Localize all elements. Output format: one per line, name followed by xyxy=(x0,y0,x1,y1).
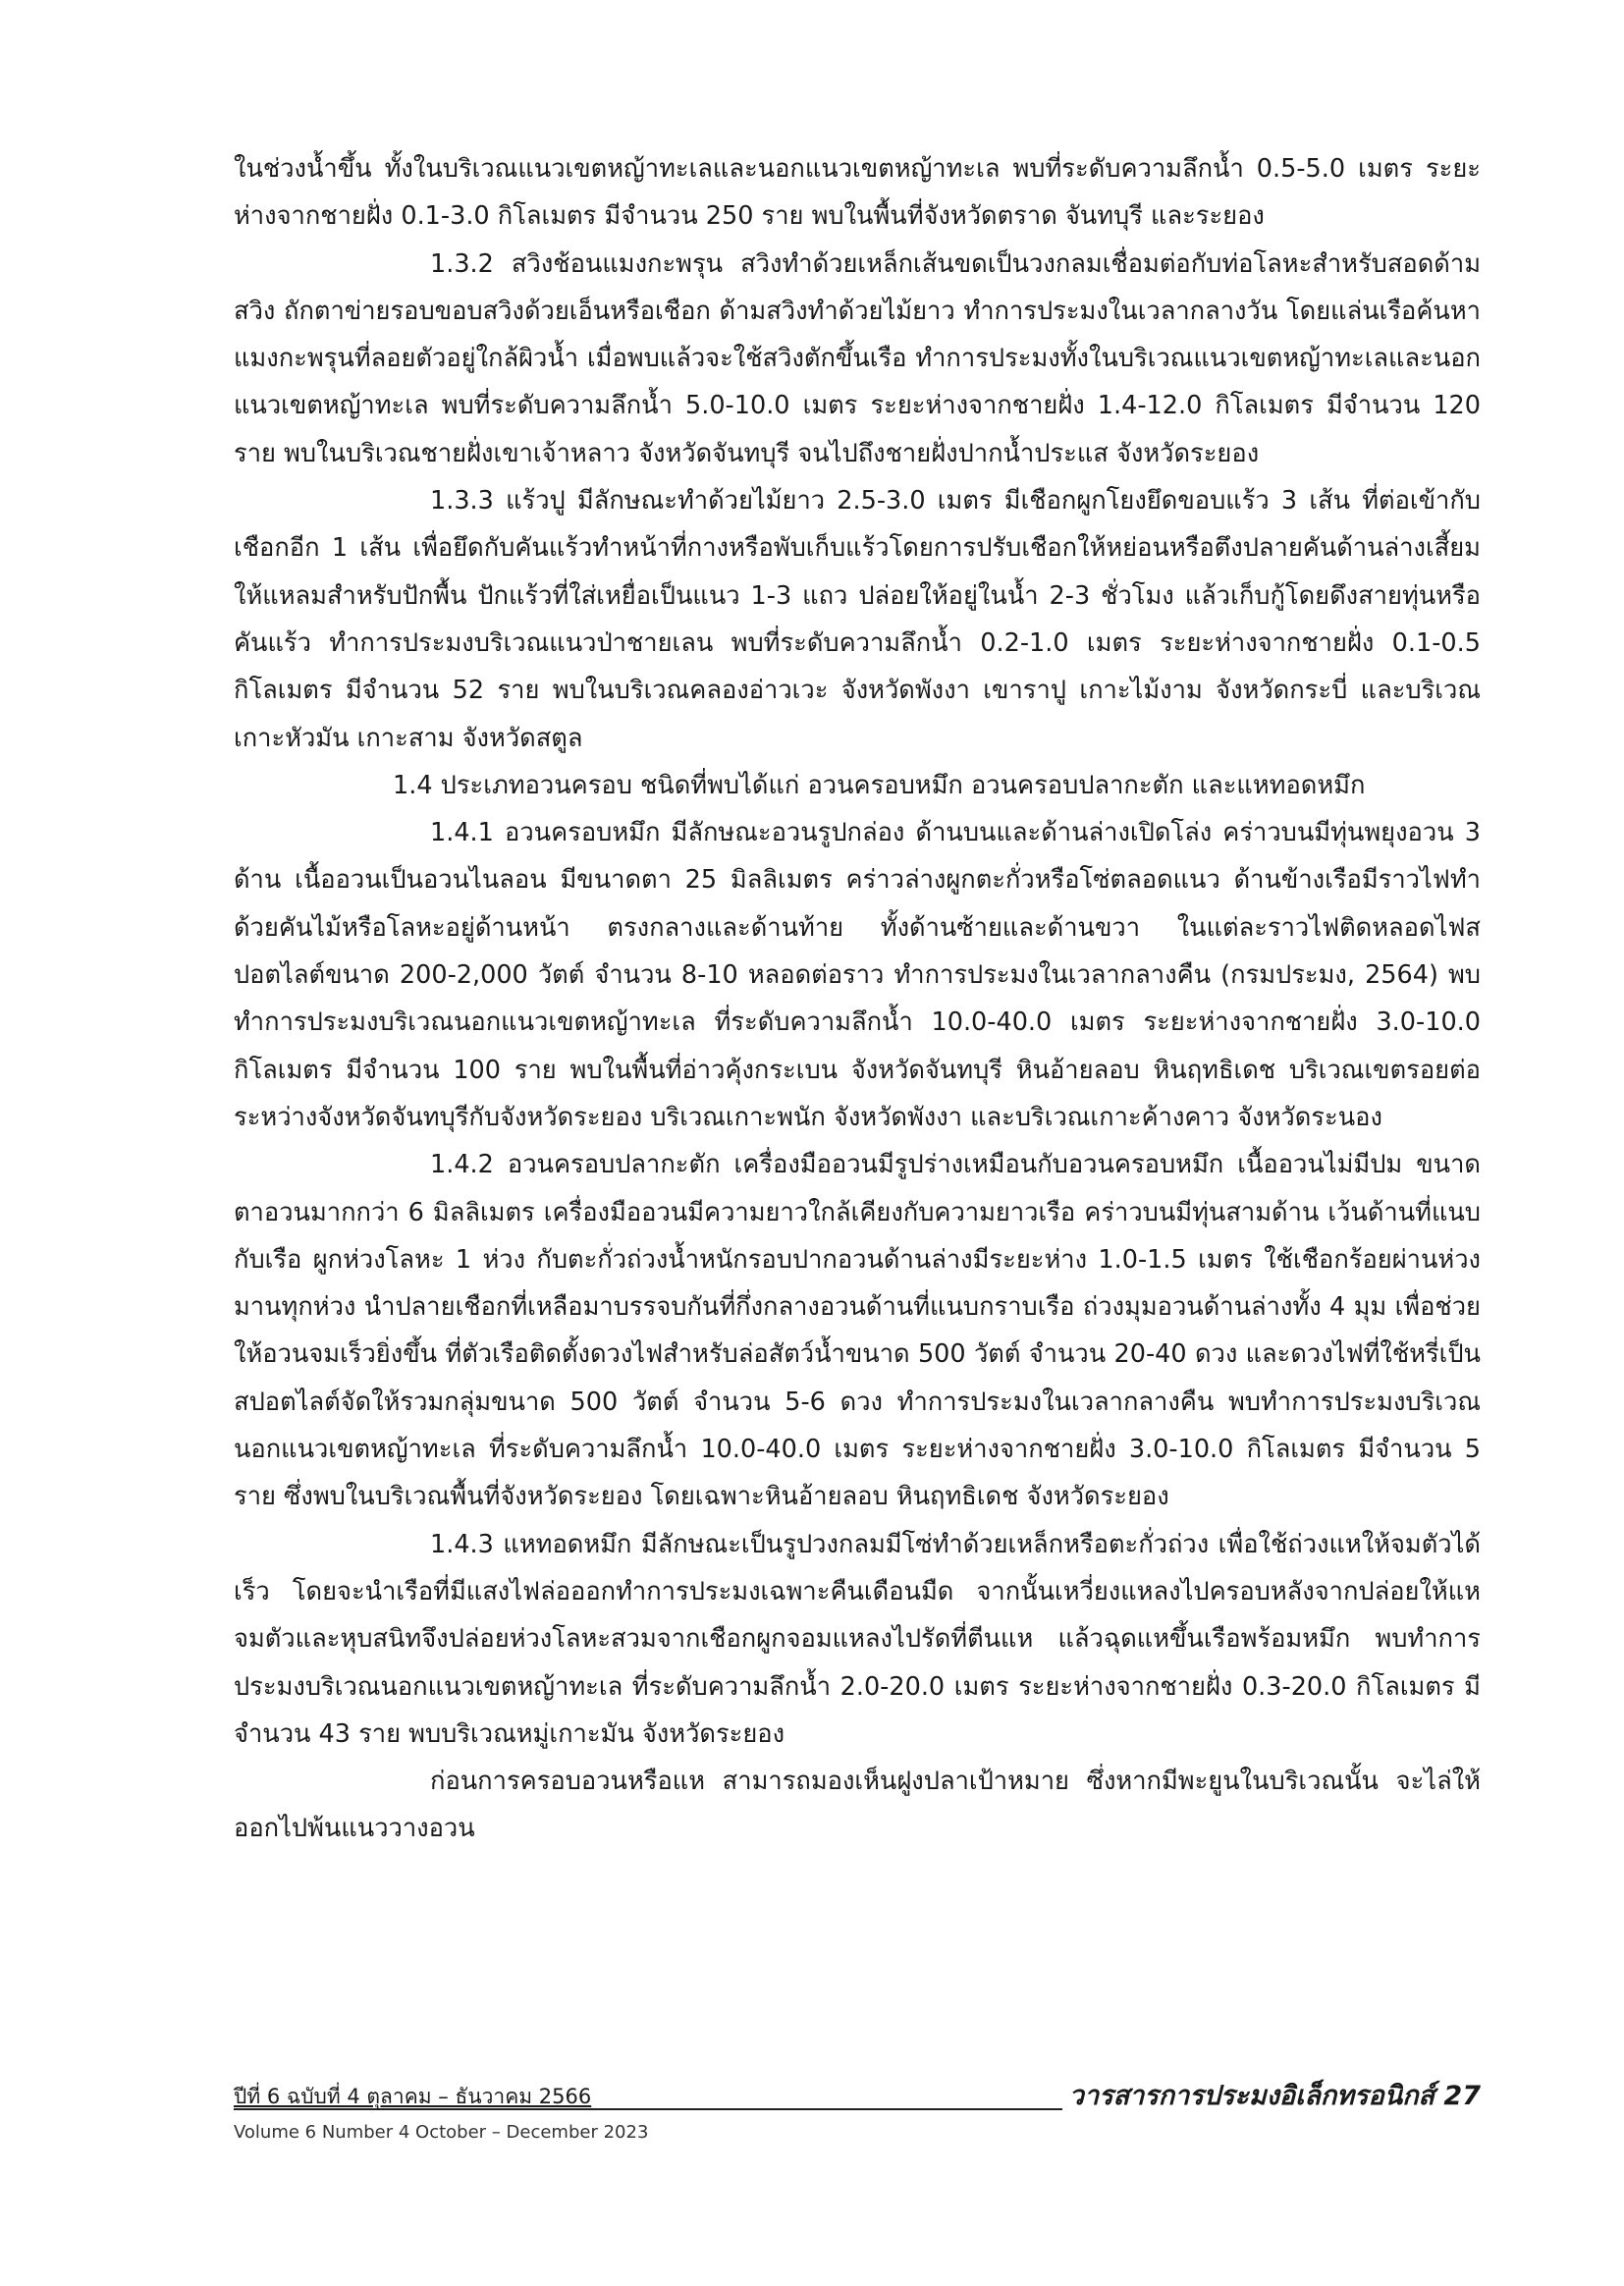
footer-journal-title: วารสารการประมงอิเล็กทรอนิกส์ 27 xyxy=(1068,2081,1481,2111)
paragraph-1-3-2: 1.3.2 สวิงช้อนแมงกะพรุน สวิงทำด้วยเหล็กเส้นขดเป็นวงกลมเชื่อมต่อกับท่อโลหะสำหรับสอดด้ามสวิง ถักตาข่ายรอบขอบสวิงด้วยเอ็นหรือเชือก ด้ามสวิงทำด้วยไม้ยาว ทำการประมงในเวลากลางวัน โดยแล่นเรือค้นหาแมงกะพรุนที่ลอยตัวอยู่ใกล้ผิวน้ำ เมื่อพบแล้วจะใช้สวิงตักขึ้นเรือ ทำการประมงทั้งในบริเวณแนวเขตหญ้าทะเลและนอกแนวเขตหญ้าทะเล พบที่ระดับความลึกน้ำ 5.0-10.0 เมตร ระยะห่างจากชายฝั่ง 1.4-12.0 กิโลเมตร มีจำนวน 120 ราย พบในบริเวณชายฝั่งเขาเจ้าหลาว จังหวัดจันทบุรี จนไปถึงชายฝั่งปากน้ำประแส จังหวัดระยอง xyxy=(234,248,1481,468)
paragraph-continuation: ในช่วงน้ำขึ้น ทั้งในบริเวณแนวเขตหญ้าทะเลและนอกแนวเขตหญ้าทะเล พบที่ระดับความลึกน้ำ 0.5-5.0 เมตร ระยะห่างจากชายฝั่ง 0.1-3.0 กิโลเมตร มีจำนวน 250 ราย พบในพื้นที่จังหวัดตราด จันทบุรี และระยอง xyxy=(234,154,1481,232)
paragraph-closing: ก่อนการครอบอวนหรือแห สามารถมองเห็นฝูงปลาเป้าหมาย ซึ่งหากมีพะยูนในบริเวณนั้น จะไล่ให้ออกไปพ้นแนววางอวน xyxy=(234,1767,1481,1844)
footer-issue-english: Volume 6 Number 4 October – December 2023 xyxy=(234,2122,649,2143)
paragraph-1-4-1: 1.4.1 อวนครอบหมึก มีลักษณะอวนรูปกล่อง ด้านบนและด้านล่างเปิดโล่ง คร่าวบนมีทุ่นพยุงอวน 3 ด้าน เนื้ออวนเป็นอวนไนลอน มีขนาดตา 25 มิลลิเมตร คร่าวล่างผูกตะกั่วหรือโซ่ตลอดแนว ด้านข้างเรือมีราวไฟทำด้วยคันไม้หรือโลหะอยู่ด้านหน้า ตรงกลางและด้านท้าย ทั้งด้านซ้ายและด้านขวา ในแต่ละราวไฟติดหลอดไฟสปอตไลต์ขนาด 200-2,000 วัตต์ จำนวน 8-10 หลอดต่อราว ทำการประมงในเวลากลางคืน (กรมประมง, 2564) พบทำการประมงบริเวณนอกแนวเขตหญ้าทะเล ที่ระดับความลึกน้ำ 10.0-40.0 เมตร ระยะห่างจากชายฝั่ง 3.0-10.0 กิโลเมตร มีจำนวน 100 ราย พบในพื้นที่อ่าวคุ้งกระเบน จังหวัดจันทบุรี หินอ้ายลอบ หินฤทธิเดช บริเวณเขตรอยต่อระหว่างจังหวัดจันทบุรีกับจังหวัดระยอง บริเวณเกาะพนัก จังหวัดพังงา และบริเวณเกาะค้างคาว จังหวัดระนอง xyxy=(234,818,1481,1132)
paragraph-1-3-3: 1.3.3 แร้วปู มีลักษณะทำด้วยไม้ยาว 2.5-3.0 เมตร มีเชือกผูกโยงยึดขอบแร้ว 3 เส้น ที่ต่อเข้ากับเชือกอีก 1 เส้น เพื่อยึดกับคันแร้วทำหน้าที่กางหรือพับเก็บแร้วโดยการปรับเชือกให้หย่อนหรือตึงปลายคันด้านล่างเสี้ยมให้แหลมสำหรับปักพื้น ปักแร้วที่ใส่เหยื่อเป็นแนว 1-3 แถว ปล่อยให้อยู่ในน้ำ 2-3 ชั่วโมง แล้วเก็บกู้โดยดึงสายทุ่นหรือคันแร้ว ทำการประมงบริเวณแนวป่าชายเลน พบที่ระดับความลึกน้ำ 0.2-1.0 เมตร ระยะห่างจากชายฝั่ง 0.1-0.5 กิโลเมตร มีจำนวน 52 ราย พบในบริเวณคลองอ่าวเวะ จังหวัดพังงา เขาราปู เกาะไม้งาม จังหวัดกระบี่ และบริเวณเกาะหัวมัน เกาะสาม จังหวัดสตูล xyxy=(234,486,1481,753)
paragraph-1-4-2: 1.4.2 อวนครอบปลากะตัก เครื่องมืออวนมีรูปร่างเหมือนกับอวนครอบหมึก เนื้ออวนไม่มีปม ขนาดตาอวนมากกว่า 6 มิลลิเมตร เครื่องมืออวนมีความยาวใกล้เคียงกับความยาวเรือ คร่าวบนมีทุ่นสามด้าน เว้นด้านที่แนบกับเรือ ผูกห่วงโลหะ 1 ห่วง กับตะกั่วถ่วงน้ำหนักรอบปากอวนด้านล่างมีระยะห่าง 1.0-1.5 เมตร ใช้เชือกร้อยผ่านห่วงมานทุกห่วง นำปลายเชือกที่เหลือมาบรรจบกันที่กึ่งกลางอวนด้านที่แนบกราบเรือ ถ่วงมุมอวนด้านล่างทั้ง 4 มุม เพื่อช่วยให้อวนจมเร็วยิ่งขึ้น ที่ตัวเรือติดตั้งดวงไฟสำหรับล่อสัตว์น้ำขนาด 500 วัตต์ จำนวน 20-40 ดวง และดวงไฟที่ใช้หรี่เป็นสปอตไลต์จัดให้รวมกลุ่มขนาด 500 วัตต์ จำนวน 5-6 ดวง ทำการประมงในเวลากลางคืน พบทำการประมงบริเวณนอกแนวเขตหญ้าทะเล ที่ระดับความลึกน้ำ 10.0-40.0 เมตร ระยะห่างจากชายฝั่ง 3.0-10.0 กิโลเมตร มีจำนวน 5 ราย ซึ่งพบในบริเวณพื้นที่จังหวัดระยอง โดยเฉพาะหินอ้ายลอบ หินฤทธิเดช จังหวัดระยอง xyxy=(234,1150,1481,1512)
article-body xyxy=(234,145,1481,1853)
footer-issue-thai: ปีที่ 6 ฉบับที่ 4 ตุลาคม – ธันวาคม 2566 xyxy=(234,2085,592,2108)
paragraph-1-4: 1.4 ประเภทอวนครอบ ชนิดที่พบได้แก่ อวนครอบหมึก อวนครอบปลากะตัก และแหทอดหมึก xyxy=(393,770,1366,800)
paragraph-1-4-3: 1.4.3 แหทอดหมึก มีลักษณะเป็นรูปวงกลมมีโซ่ทำด้วยเหล็กหรือตะกั่วถ่วง เพื่อใช้ถ่วงแหให้จมตัวได้เร็ว โดยจะนำเรือที่มีแสงไฟล่อออกทำการประมงเฉพาะคืนเดือนมืด จากนั้นเหวี่ยงแหลงไปครอบหลังจากปล่อยให้แหจมตัวและหุบสนิทจึงปล่อยห่วงโลหะสวมจากเชือกผูกจอมแหลงไปรัดที่ตีนแห แล้วฉุดแหขึ้นเรือพร้อมหมึก พบทำการประมงบริเวณนอกแนวเขตหญ้าทะเล ที่ระดับความลึกน้ำ 2.0-20.0 เมตร ระยะห่างจากชายฝั่ง 0.3-20.0 กิโลเมตร มีจำนวน 43 ราย พบบริเวณหมู่เกาะมัน จังหวัดระยอง xyxy=(234,1529,1481,1749)
